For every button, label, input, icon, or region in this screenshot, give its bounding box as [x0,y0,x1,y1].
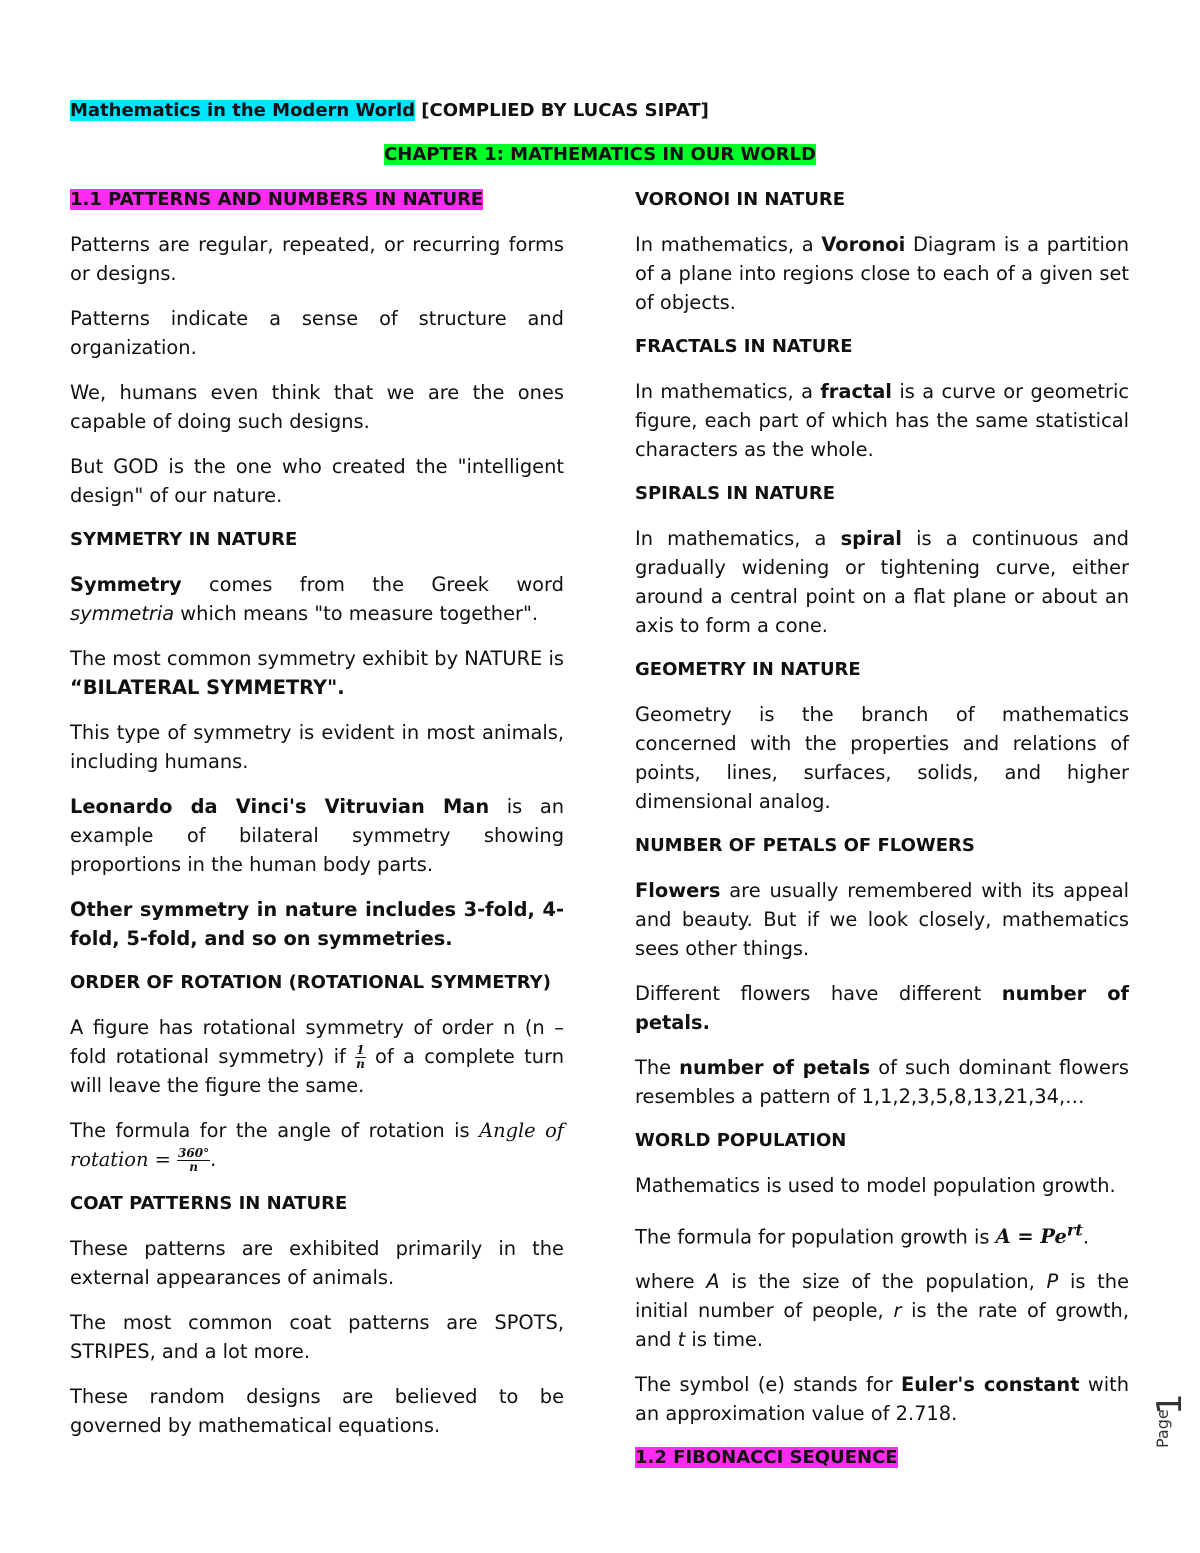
geometry-heading: GEOMETRY IN NATURE [635,659,861,680]
fraction [177,1147,210,1174]
course-title: Mathematics in the Modern World [70,100,415,121]
bold-term: Symmetry [70,573,182,596]
rotation-heading: ORDER OF ROTATION (ROTATIONAL SYMMETRY) [70,972,551,993]
var-r: r [893,1299,902,1323]
text: Different flowers have different [635,982,1002,1005]
text: is a continuous and gradually widening or tightening curve, either around a central point on a flat plane or about an axis to form a cone. [635,527,1129,637]
paragraph [635,377,1129,464]
bold-term: Flowers [635,879,721,902]
italic-term: symmetria [70,602,175,625]
text: The formula for population growth is [635,1225,996,1249]
bold-term: “BILATERAL SYMMETRY". [70,676,345,699]
symmetry-heading: SYMMETRY IN NATURE [70,529,298,550]
voronoi-heading: VORONOI IN NATURE [635,189,846,210]
var-p: P [1046,1270,1059,1294]
paragraph: The most common coat patterns are SPOTS, STRIPES, and a lot more. [70,1311,564,1363]
page-number: 1 [1150,1393,1190,1415]
paragraph: We, humans even think that we are the ones capable of doing such designs. [70,381,564,433]
text: . [1082,1225,1089,1249]
text: is an example of bilateral symmetry showing proportions in the human body parts. [70,795,564,876]
section-title: 1.1 PATTERNS AND NUMBERS IN NATURE [70,189,484,210]
text: . [210,1148,217,1171]
left-column [70,186,564,1456]
text: In mathematics, a [635,233,822,256]
formula-exponent: rt [1066,1221,1083,1240]
text: is the initial number of people, [635,1270,1130,1323]
paragraph [635,1216,1129,1251]
petals-heading: NUMBER OF PETALS OF FLOWERS [635,835,975,856]
paragraph [635,524,1129,640]
bold-term: number of petals [679,1056,871,1079]
paragraph: But GOD is the one who created the "intelligent design" of our nature. [70,455,564,507]
text: Diagram is a partition of a plane into regions close to each of a given set of objects. [635,233,1130,314]
var-a: A [706,1270,720,1294]
paragraph [635,230,1129,317]
paragraph [70,1116,564,1174]
text: comes from the Greek word [181,573,564,596]
fraction-denominator: n [189,1160,198,1174]
paragraph-bold: Other symmetry in nature includes 3-fold, 4-fold, 5-fold, and so on symmetries. [70,898,564,950]
population-heading: WORLD POPULATION [635,1130,847,1151]
text: In mathematics, a [635,380,821,403]
bold-term: Voronoi [821,233,906,256]
text: where [635,1270,707,1294]
text: The symbol (e) stands for [635,1373,902,1397]
section-heading [70,186,564,214]
right-column [635,186,1129,1488]
bold-term: fractal [820,380,892,403]
text: with an approximation value of 2.718. [635,1373,1129,1426]
fraction-numerator: 1 [356,1043,365,1057]
text: is time. [685,1328,764,1352]
paragraph: These patterns are exhibited primarily in the external appearances of animals. [70,1237,564,1289]
paragraph [70,570,564,628]
text: is a curve or geometric figure, each part of which has the same statistical characters as the whole. [635,380,1129,461]
text: The [635,1056,680,1079]
bold-term: Euler's constant [901,1373,1080,1397]
paragraph: These random designs are believed to be governed by mathematical equations. [70,1385,564,1437]
paragraph [70,792,564,879]
coat-heading: COAT PATTERNS IN NATURE [70,1193,348,1214]
paragraph: This type of symmetry is evident in most animals, including humans. [70,721,564,773]
paragraph [635,979,1129,1037]
paragraph: Mathematics is used to model population growth. [635,1174,1116,1197]
fraction-numerator: 360° [178,1146,210,1160]
text: is the rate of growth, and [635,1299,1129,1352]
page-label: Page [1153,1409,1172,1448]
paragraph: Patterns are regular, repeated, or recurring forms or designs. [70,233,564,285]
chapter-title-text: CHAPTER 1: MATHEMATICS IN OUR WORLD [384,144,816,165]
text: The formula for the angle of rotation is [70,1119,480,1142]
formula-lhs: Angle of rotation = [70,1119,564,1171]
paragraph: Geometry is the branch of mathematics concerned with the properties and relations of points, lines, surfaces, solids, and higher dimensional analog. [635,703,1129,813]
fraction [355,1044,365,1071]
paragraph [70,644,564,702]
next-section-title: 1.2 FIBONACCI SEQUENCE [635,1447,898,1469]
spirals-heading: SPIRALS IN NATURE [635,483,836,504]
formula [995,1221,1083,1249]
text: A figure has rotational symmetry of order n (n – fold rotational symmetry) if [70,1016,564,1068]
bold-term: Leonardo da Vinci's Vitruvian Man [70,795,490,818]
paragraph [70,1013,564,1100]
bold-term: number of petals. [635,982,1129,1034]
paragraph [635,876,1129,963]
fraction-denominator: n [356,1057,365,1071]
bold-term: spiral [840,527,902,550]
compiled-by: [COMPLIED BY LUCAS SIPAT] [415,100,709,121]
var-t: t [677,1328,686,1352]
text: which means "to measure together". [174,602,539,625]
text: In mathematics, a [635,527,841,550]
paragraph [635,1053,1129,1111]
text: are usually remembered with its appeal and beauty. But if we look closely, mathematics sees other things. [635,879,1129,960]
text: of such dominant flowers resembles a pattern of 1,1,2,3,5,8,13,21,34,… [635,1056,1129,1108]
document-header [70,98,709,124]
fractals-heading: FRACTALS IN NATURE [635,336,853,357]
paragraph [635,1370,1129,1428]
text: of a complete turn will leave the figure the same. [70,1045,564,1097]
formula-base: A = Pe [995,1225,1067,1249]
chapter-title [0,142,1200,168]
paragraph: Patterns indicate a sense of structure and organization. [70,307,564,359]
text: is the size of the population, [719,1270,1047,1294]
paragraph [635,1267,1129,1354]
text: The most common symmetry exhibit by NATURE is [70,647,564,670]
next-section-heading [635,1444,1129,1472]
